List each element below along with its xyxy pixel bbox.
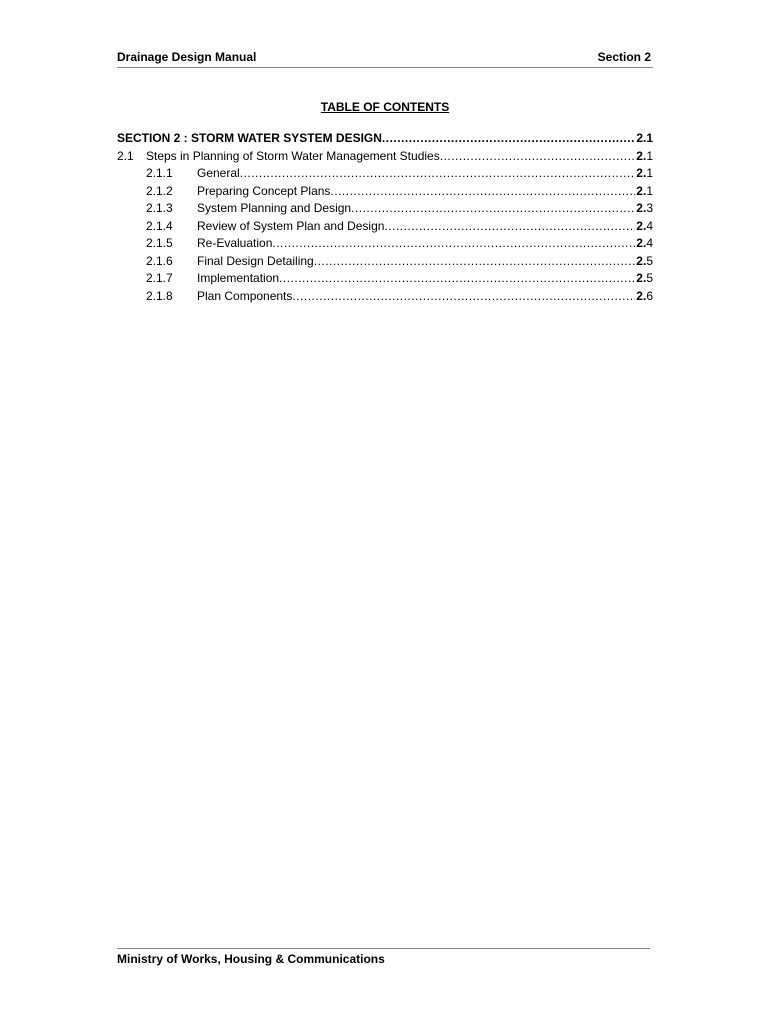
dot-leader — [351, 200, 635, 218]
toc-entry-title: System Planning and Design — [197, 201, 352, 215]
dot-leader — [292, 288, 635, 306]
table-of-contents — [117, 130, 653, 305]
toc-section-title: SECTION 2 : STORM WATER SYSTEM DESIGN — [117, 131, 382, 145]
toc-entry-title: Plan Components — [197, 288, 293, 303]
toc-entry-page: 2.1 — [636, 166, 653, 180]
toc-entry-title: Implementation — [197, 271, 280, 285]
toc-section-row[interactable] — [117, 130, 653, 148]
dot-leader — [330, 183, 635, 201]
toc-entry-2-1-4[interactable] — [117, 218, 653, 236]
toc-entry-number: 2.1 — [117, 148, 134, 163]
toc-entry-2-1-7[interactable] — [117, 270, 653, 288]
page-footer — [117, 948, 650, 966]
toc-entry-title: Preparing Concept Plans — [197, 183, 331, 198]
dot-leader — [382, 130, 635, 148]
toc-entry-2-1-2[interactable] — [117, 183, 653, 201]
dot-leader — [440, 148, 636, 166]
dot-leader — [384, 218, 635, 236]
toc-entry-title: Final Design Detailing — [197, 253, 314, 268]
toc-entry-page: 2.5 — [636, 253, 653, 268]
toc-entry-page: 2.4 — [636, 218, 653, 233]
toc-entry-number: 2.1.1 — [146, 166, 173, 180]
toc-entry-2-1-3[interactable] — [117, 200, 653, 218]
toc-entry-title: Steps in Planning of Storm Water Management Studies — [146, 148, 440, 163]
dot-leader — [240, 165, 636, 183]
toc-entry-2-1-5[interactable] — [117, 235, 653, 253]
toc-entry-2-1-1[interactable] — [117, 165, 653, 183]
toc-entry-page: 2.4 — [636, 236, 653, 250]
toc-entry-number: 2.1.6 — [146, 253, 173, 268]
dot-leader — [314, 253, 636, 271]
toc-entry-number: 2.1.7 — [146, 271, 173, 285]
toc-entry-title: General — [197, 166, 240, 180]
header-title: Drainage Design Manual — [117, 50, 257, 64]
footer-ministry: Ministry of Works, Housing & Communications — [117, 952, 385, 966]
dot-leader — [279, 270, 635, 288]
toc-entry-number: 2.1.4 — [146, 218, 173, 233]
toc-entry-number: 2.1.5 — [146, 236, 173, 250]
header-section: Section 2 — [597, 50, 651, 64]
page-header — [117, 50, 653, 68]
toc-entry-2-1-8[interactable] — [117, 288, 653, 306]
toc-entry-page: 2.5 — [636, 271, 653, 285]
toc-entry-title: Review of System Plan and Design — [197, 218, 385, 233]
toc-entry-page: 2.3 — [636, 201, 653, 215]
toc-entry-page: 2.6 — [636, 288, 653, 303]
toc-section-page: 2.1 — [636, 131, 653, 145]
toc-title: TABLE OF CONTENTS — [320, 100, 450, 114]
toc-entry-number: 2.1.3 — [146, 201, 173, 215]
toc-entry-page: 2.1 — [636, 148, 653, 163]
toc-entry-number: 2.1.2 — [146, 183, 173, 198]
toc-entry-title: Re-Evaluation — [197, 236, 273, 250]
toc-entry-2-1-6[interactable] — [117, 253, 653, 271]
toc-entry-number: 2.1.8 — [146, 288, 173, 303]
toc-entry-2-1[interactable] — [117, 148, 653, 166]
dot-leader — [272, 235, 635, 253]
toc-entry-page: 2.1 — [636, 183, 653, 198]
